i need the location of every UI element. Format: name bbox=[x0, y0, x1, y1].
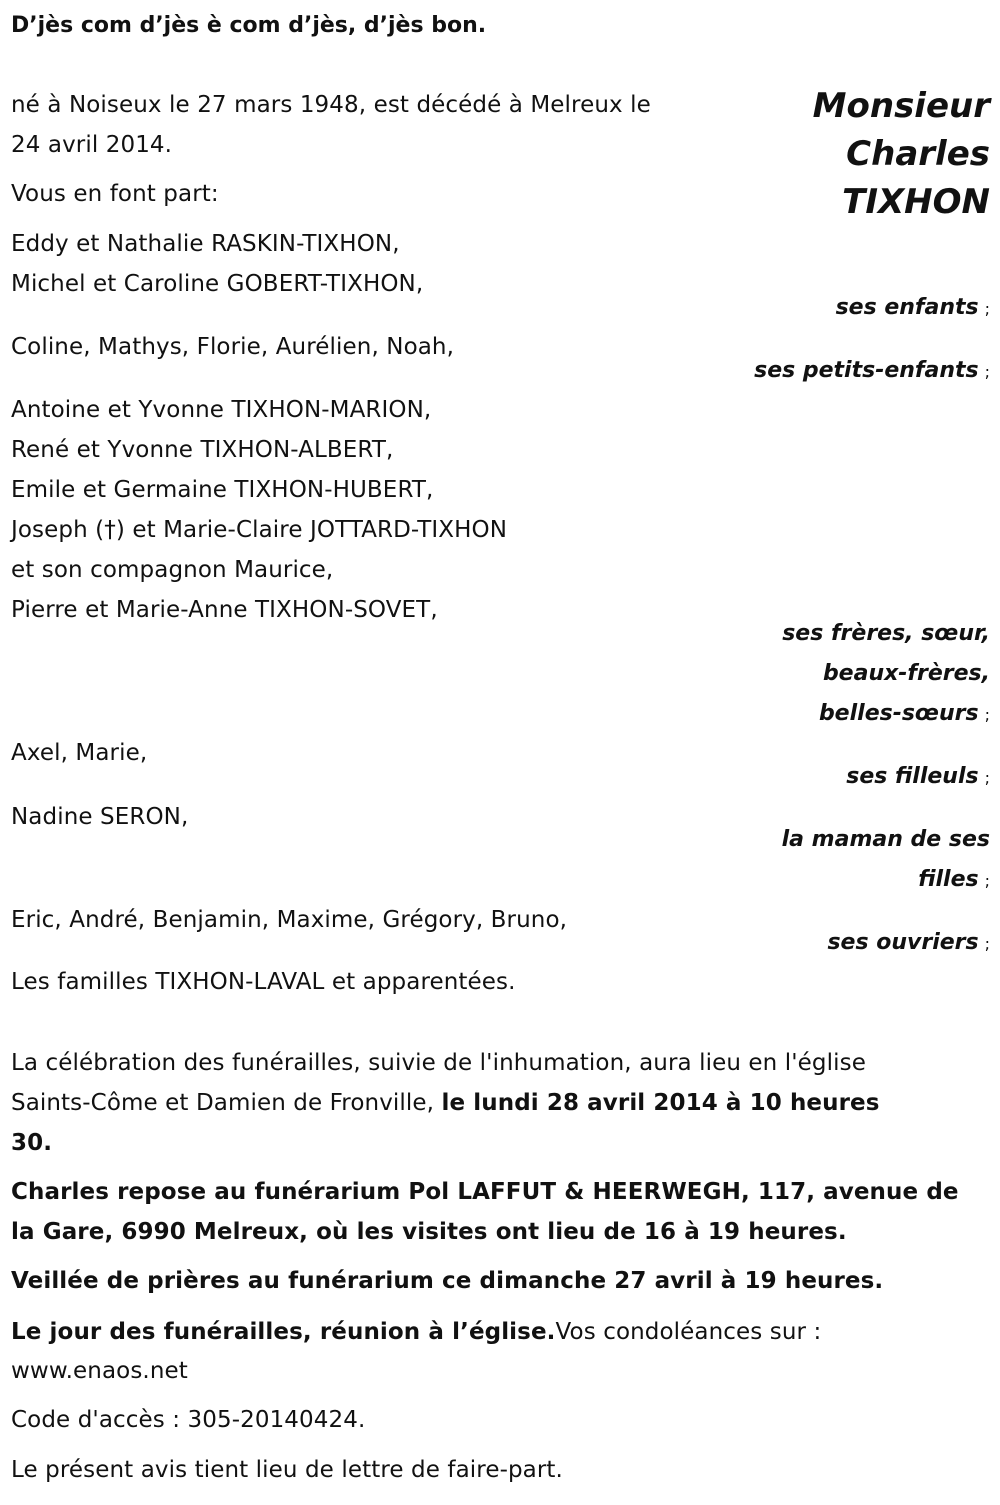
deceased-title: Monsieur bbox=[812, 86, 990, 126]
children-name: Eddy et Nathalie RASKIN-TIXHON, bbox=[11, 231, 400, 257]
relation-workers: ses ouvriers ; bbox=[827, 930, 990, 955]
funerarium-line-2: la Gare, 6990 Melreux, où les visites ont lieu de 16 à 19 heures. bbox=[11, 1219, 847, 1245]
sibling-name: Pierre et Marie-Anne TIXHON-SOVET, bbox=[11, 597, 438, 623]
sibling-name: Joseph (†) et Marie-Claire JOTTARD-TIXHON bbox=[11, 517, 507, 543]
relation-siblings-line-2: beaux-frères, bbox=[822, 661, 990, 686]
birth-death-line-1: né à Noiseux le 27 mars 1948, est décédé à Melreux le bbox=[11, 92, 651, 118]
sibling-name: Antoine et Yvonne TIXHON-MARION, bbox=[11, 397, 432, 423]
ceremony-line-2: Saints-Côme et Damien de Fronville, le lundi 28 avril 2014 à 10 heures bbox=[11, 1090, 880, 1116]
access-code: Code d'accès : 305-20140424. bbox=[11, 1407, 366, 1433]
sibling-name: et son compagnon Maurice, bbox=[11, 557, 334, 583]
birth-death-line-2: 24 avril 2014. bbox=[11, 132, 173, 158]
grandchildren-names: Coline, Mathys, Florie, Aurélien, Noah, bbox=[11, 334, 455, 360]
vigil-line: Veillée de prières au funérarium ce dimanche 27 avril à 19 heures. bbox=[11, 1268, 884, 1294]
workers-names: Eric, André, Benjamin, Maxime, Grégory, Bruno, bbox=[11, 907, 568, 933]
sibling-name: René et Yvonne TIXHON-ALBERT, bbox=[11, 437, 394, 463]
relation-mother-line-2: filles ; bbox=[918, 867, 990, 892]
ceremony-line-3: 30. bbox=[11, 1130, 53, 1156]
intro-text: Vous en font part: bbox=[11, 181, 219, 207]
funerarium-line-1: Charles repose au funérarium Pol LAFFUT & HEERWEGH, 117, avenue de bbox=[11, 1179, 959, 1205]
ceremony-line-1: La célébration des funérailles, suivie de l'inhumation, aura lieu en l'église bbox=[11, 1050, 866, 1076]
meeting-line: Le jour des funérailles, réunion à l’église.Vos condoléances sur : bbox=[11, 1319, 822, 1345]
motto: D’jès com d’jès è com d’jès, d’jès bon. bbox=[11, 13, 487, 38]
sibling-name: Emile et Germaine TIXHON-HUBERT, bbox=[11, 477, 434, 503]
relation-siblings-line-3: belles-sœurs ; bbox=[818, 701, 990, 726]
godchildren-names: Axel, Marie, bbox=[11, 740, 148, 766]
relation-grandchildren: ses petits-enfants ; bbox=[754, 358, 990, 383]
deceased-first-name: Charles bbox=[846, 134, 990, 174]
relation-godchildren: ses filleuls ; bbox=[846, 764, 990, 789]
families-line: Les familles TIXHON-LAVAL et apparentées. bbox=[11, 969, 516, 995]
children-name: Michel et Caroline GOBERT-TIXHON, bbox=[11, 271, 424, 297]
condolences-url[interactable]: www.enaos.net bbox=[11, 1358, 188, 1384]
relation-children: ses enfants ; bbox=[835, 295, 990, 320]
relation-mother-line-1: la maman de ses bbox=[781, 827, 990, 852]
deceased-last-name: TIXHON bbox=[842, 182, 990, 222]
closing-line: Le présent avis tient lieu de lettre de faire-part. bbox=[11, 1457, 563, 1483]
relation-siblings-line-1: ses frères, sœur, bbox=[782, 621, 990, 646]
mother-name: Nadine SERON, bbox=[11, 804, 189, 830]
